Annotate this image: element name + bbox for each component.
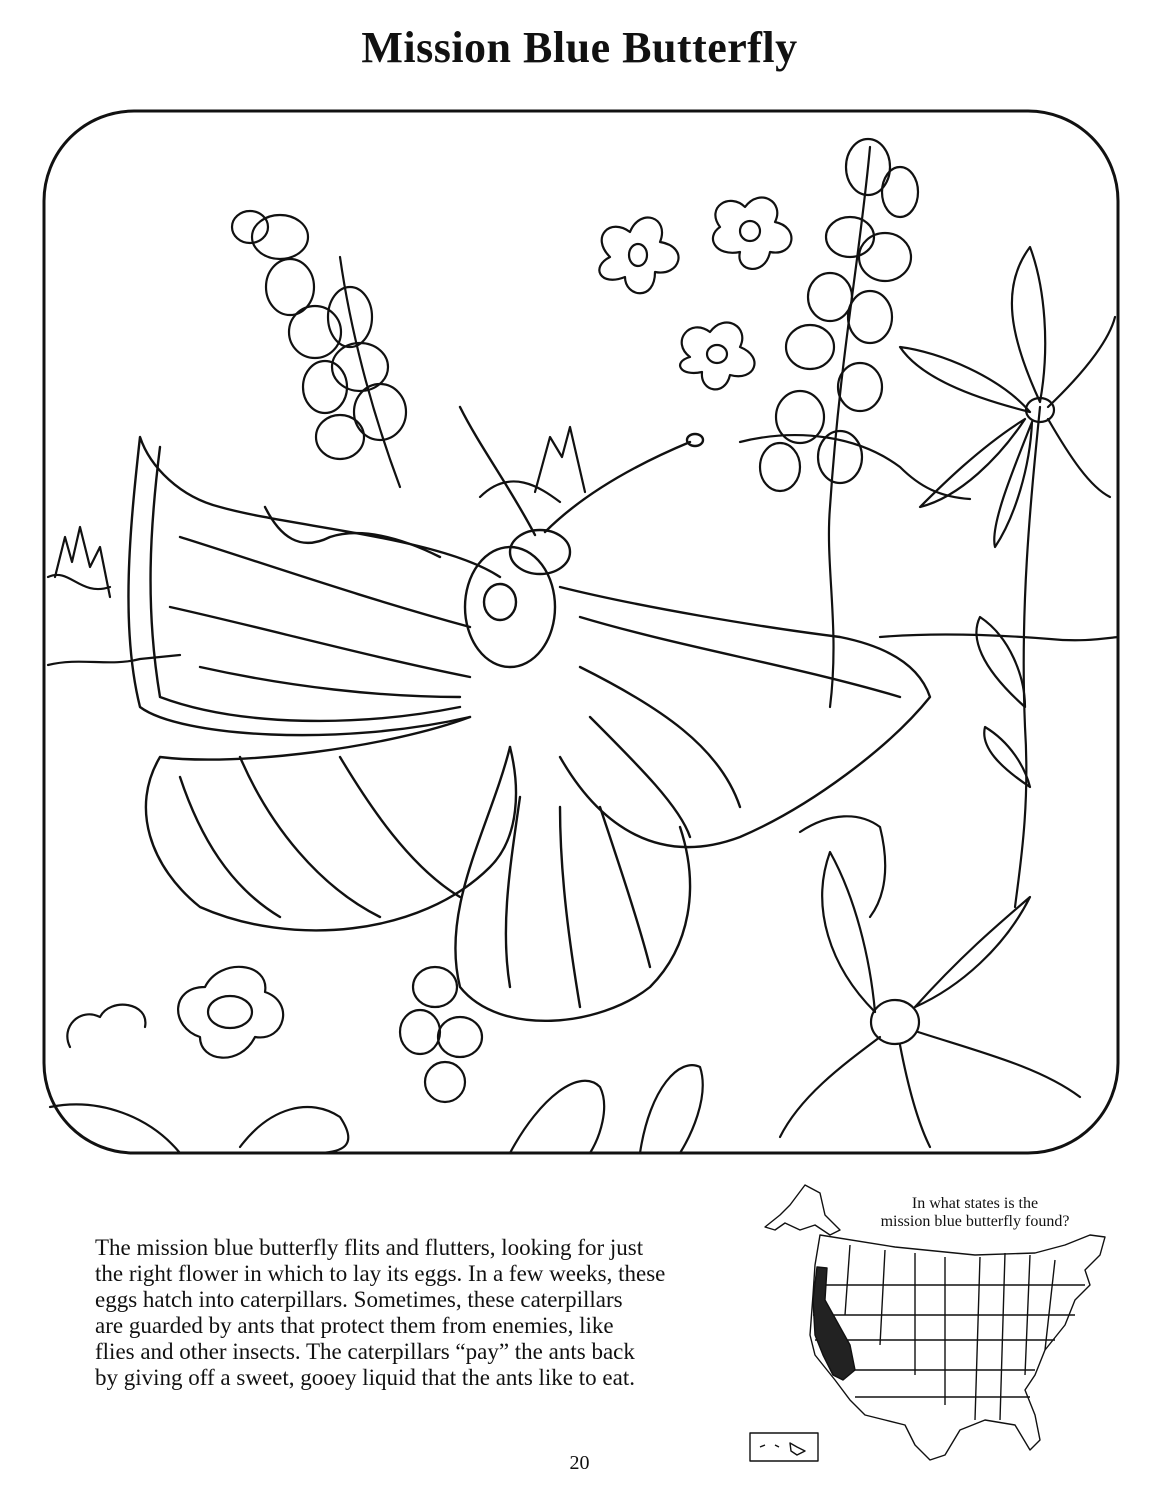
continental-us-outline xyxy=(810,1235,1105,1460)
description-line: are guarded by ants that protect them from enemies, like xyxy=(95,1313,614,1338)
flower-bottom-right xyxy=(780,816,1080,1147)
butterfly xyxy=(128,407,930,1021)
page-number: 20 xyxy=(569,1452,590,1474)
illustration-border xyxy=(44,111,1118,1153)
tall-flower-right xyxy=(900,247,1115,907)
description-paragraph xyxy=(95,1235,705,1391)
description-line: eggs hatch into caterpillars. Sometimes, these caterpillars xyxy=(95,1287,623,1312)
pine-tree-left xyxy=(55,527,110,597)
lupine-left xyxy=(232,211,406,487)
pine-tree-center xyxy=(535,427,585,492)
description-line: flies and other insects. The caterpillars “pay” the ants back xyxy=(95,1339,635,1364)
california-highlight xyxy=(813,1267,855,1380)
description-line: the right flower in which to lay its eggs. In a few weeks, these xyxy=(95,1261,666,1286)
page-title: Mission Blue Butterfly xyxy=(361,23,798,72)
flowers-bottom-left xyxy=(50,967,703,1153)
description-line: by giving off a sweet, gooey liquid that the ants like to eat. xyxy=(95,1365,635,1390)
coloring-illustration xyxy=(40,107,1122,1157)
illustration-svg xyxy=(40,107,1122,1157)
daisies-top xyxy=(599,198,791,390)
description-line: The mission blue butterfly flits and flutters, looking for just xyxy=(95,1235,644,1260)
map-question-line1: In what states is the xyxy=(911,1195,1039,1212)
horizon-line xyxy=(48,634,1118,665)
alaska-shape xyxy=(765,1185,840,1235)
map-question-line2: mission blue butterfly found? xyxy=(880,1213,1070,1230)
hills xyxy=(48,435,970,589)
